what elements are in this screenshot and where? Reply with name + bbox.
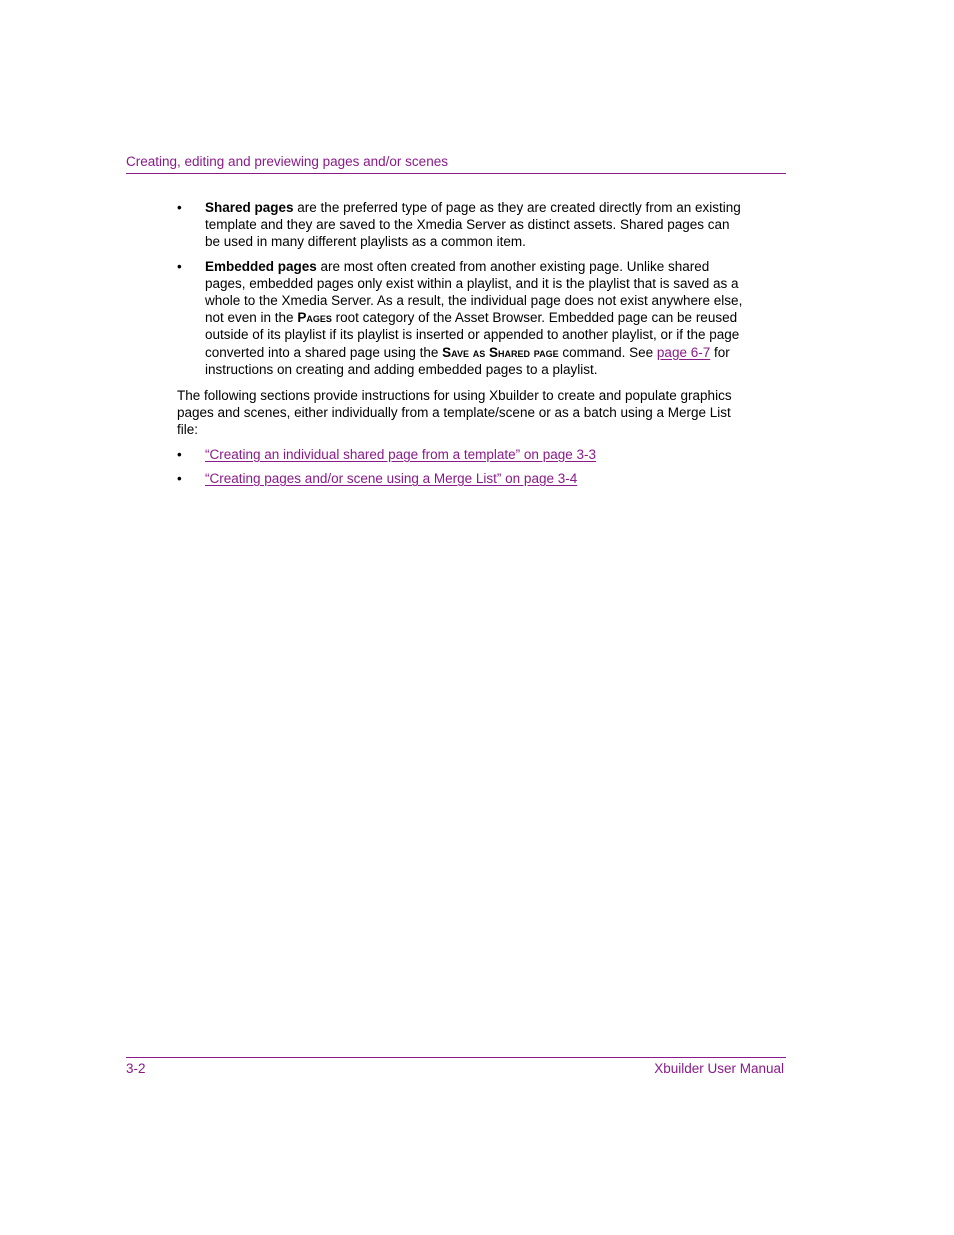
shared-pages-paragraph (205, 199, 747, 251)
bullet-mark: • (177, 470, 182, 486)
shared-pages-text: are the preferred type of page as they are created directly from an existing template and they are saved to the Xmedia Server as distinct assets. Shared pages can be used in many different playlists as a common item. (205, 200, 741, 250)
shared-pages-term: Shared pages (205, 200, 294, 215)
intro-paragraph: The following sections provide instructions for using Xbuilder to create and populate graphics pages and scenes, either individually from a template/scene or as a batch using a Merge List file: (177, 388, 732, 438)
creating-merge-list-link[interactable]: “Creating pages and/or scene using a Merge List” on page 3-4 (205, 470, 578, 486)
embedded-pages-text-4: for instructions on creating and adding embedded pages to a playlist. (205, 344, 730, 377)
list-item-link-1 (177, 446, 747, 463)
list-item-shared-pages (177, 199, 747, 251)
manual-title: Xbuilder User Manual (654, 1061, 784, 1076)
embedded-pages-text-3: command. See (558, 344, 657, 360)
pages-category-label: Pages (297, 310, 332, 326)
save-as-shared-page-command: Save as Shared page (442, 344, 559, 360)
bullet-mark: • (177, 446, 182, 462)
creating-shared-page-link[interactable]: “Creating an individual shared page from a template” on page 3-3 (205, 446, 596, 462)
embedded-pages-text-1: are most often created from another existing page. Unlike shared pages, embedded pages only exist within a playlist, and it is the playlist that is saved as a whole to the Xmedia Server. As a result, the individual page does not exist anywhere else, not even in the (205, 258, 743, 326)
embedded-pages-term: Embedded pages (205, 258, 317, 274)
embedded-pages-text-2: root category of the Asset Browser. Embedded page can be reused outside of its playlist if its playlist is inserted or appended to another playlist, or if the page converted into a shared page using the (205, 310, 740, 360)
page-number: 3-2 (126, 1061, 146, 1076)
list-item-link-2 (177, 470, 747, 487)
page-footer (126, 1057, 786, 1076)
bullet-mark: • (177, 258, 182, 274)
bullet-mark: • (177, 200, 182, 215)
page-6-7-link[interactable]: page 6-7 (656, 344, 711, 360)
main-content (177, 199, 747, 494)
running-header-title: Creating, editing and previewing pages and/or scenes (126, 154, 448, 169)
embedded-pages-paragraph (205, 258, 747, 378)
running-header (126, 154, 786, 174)
list-item-embedded-pages (177, 258, 747, 378)
